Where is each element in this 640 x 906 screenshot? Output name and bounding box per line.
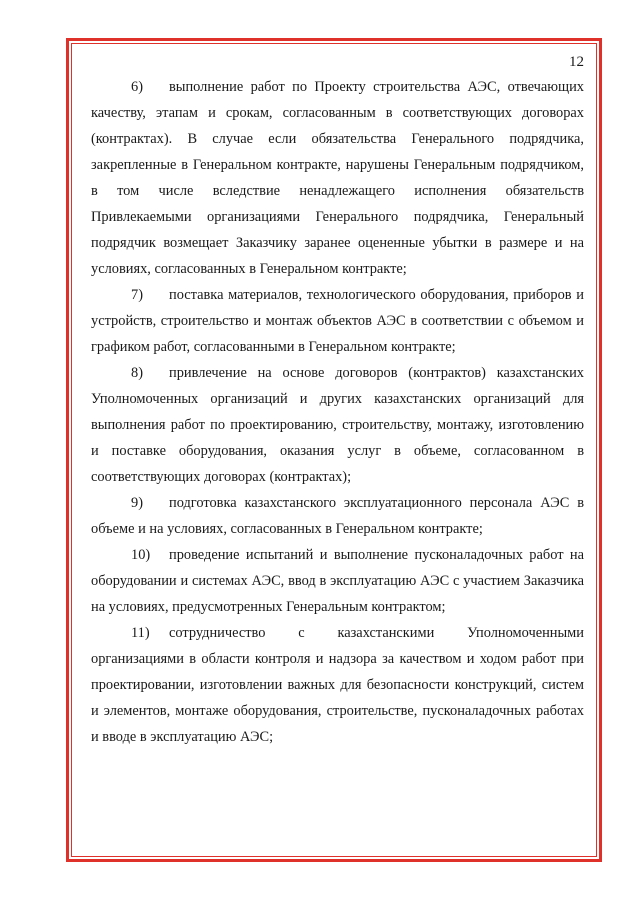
item-text: привлечение на основе договоров (контрактов) казахстанских Уполномоченных организаций и других казахстанских организаций для выполнения работ по проектированию, строительству, монтажу, изготовлению и поставке оборудования, оказания услуг в объеме, согласованном в соответствующих договорах (контрактах); (91, 365, 584, 485)
item-number: 11) (131, 625, 150, 641)
list-item (91, 282, 584, 360)
page-number: 12 (569, 54, 584, 70)
list-item (91, 542, 584, 620)
list-item (91, 620, 584, 750)
item-text: поставка материалов, технологического оборудования, приборов и устройств, строительство и монтаж объектов АЭС в соответствии с объемом и графиком работ, согласованными в Генеральном контракте; (91, 287, 584, 355)
document-body (91, 74, 584, 750)
list-item (91, 490, 584, 542)
item-text: выполнение работ по Проекту строительства АЭС, отвечающих качеству, этапам и срокам, согласованным в соответствующих договорах (контрактах). В случае если обязательства Генерального подрядчика, закрепленные в Генеральном контракте, нарушены Генеральным подрядчиком, в том числе вследствие ненадлежащего исполнения обязательств Привлекаемыми организациями Генерального подрядчика, Генеральный подрядчик возмещает Заказчику заранее оцененные убытки в размере и на условиях, согласованных в Генеральном контракте; (91, 79, 584, 277)
list-item (91, 74, 584, 282)
item-number: 7) (131, 287, 143, 303)
list-item (91, 360, 584, 490)
item-text: подготовка казахстанского эксплуатационного персонала АЭС в объеме и на условиях, согласованных в Генеральном контракте; (91, 495, 584, 537)
item-number: 8) (131, 365, 143, 381)
item-number: 9) (131, 495, 143, 511)
item-number: 10) (131, 547, 151, 563)
item-text: проведение испытаний и выполнение пусконаладочных работ на оборудовании и системах АЭС, ввод в эксплуатацию АЭС с участием Заказчика на условиях, предусмотренных Генеральным контрактом; (91, 547, 584, 615)
item-number: 6) (131, 79, 143, 95)
item-text: сотрудничество с казахстанскими Уполномоченными организациями в области контроля и надзора за качеством и ходом работ при проектировании, изготовлении важных для безопасности конструкций, систем и элементов, монтаже оборудования, строительстве, пусконаладочных работах и вводе в эксплуатацию АЭС; (91, 625, 584, 745)
